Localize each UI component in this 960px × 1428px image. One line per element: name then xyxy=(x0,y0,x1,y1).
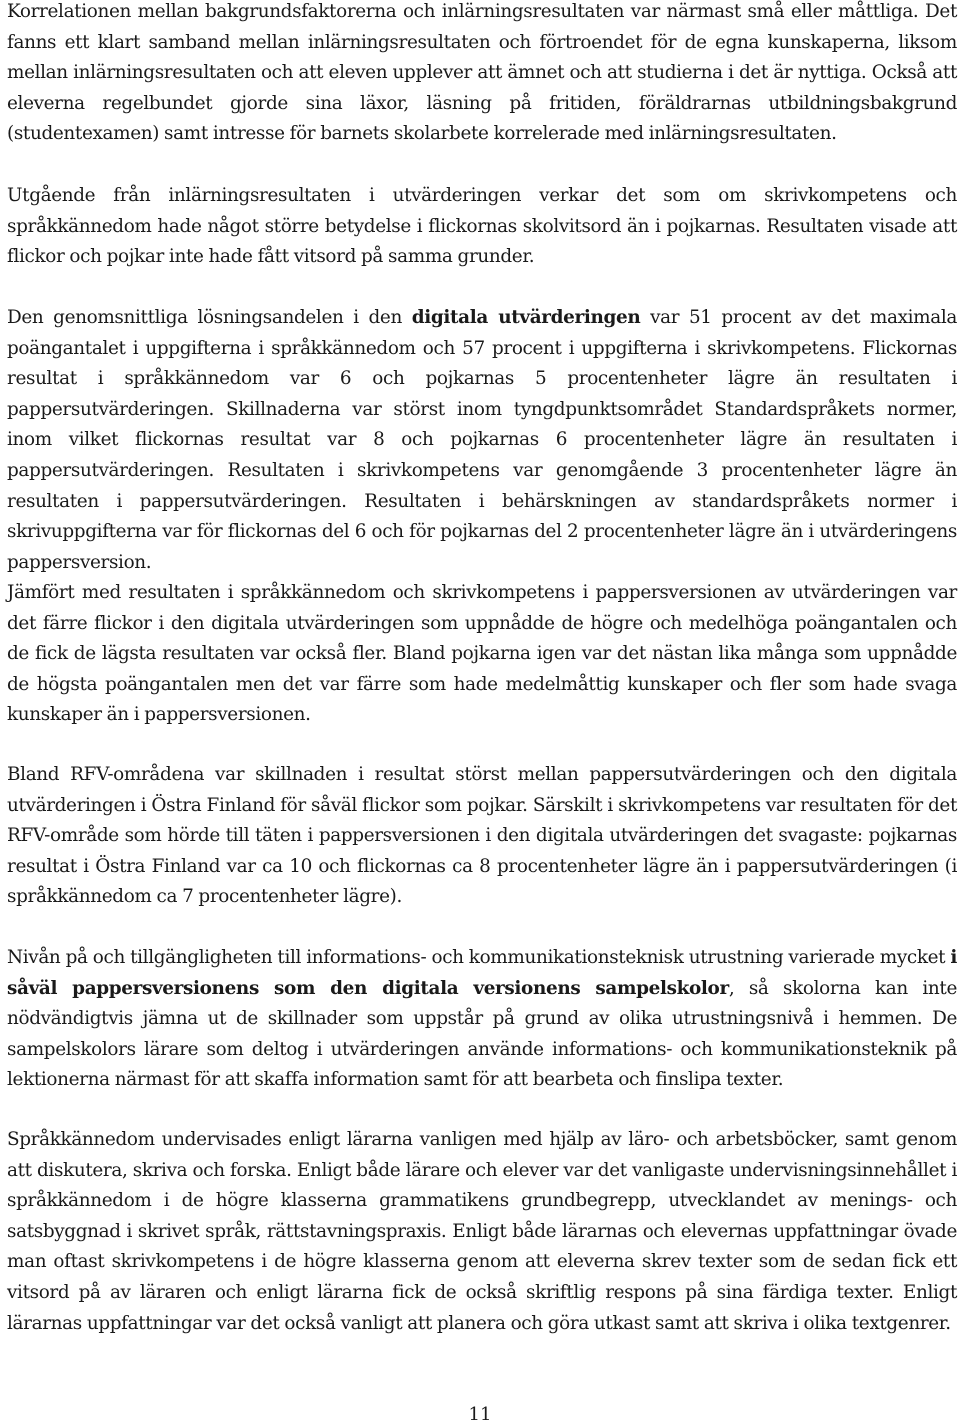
paragraph-correlation: Korrelationen mellan bakgrundsfaktorerna och inlärningsresultaten var närmast små eller måttliga. Det fanns ett klart samband mellan inlärningsresultaten och förtroendet för de egna kunskaperna, liksom mellan inlärningsresultaten och att eleven upplever att ämnet och att studierna i det är nyttiga. Också att eleverna regelbundet gjorde sina läxor, läsning på fritiden, föräldrarnas utbildningsbakgrund (studentexamen) samt intresse för barnets skolarbete korrelerade med inlärningsresultaten. xyxy=(7,1,957,145)
paragraph-text: Nivån på och tillgängligheten till informations- och kommunikationsteknisk utrustning varierade mycket xyxy=(7,947,951,968)
paragraph-teaching-methods: Språkkännedom undervisades enligt lärarna vanligen med hjälp av läro- och arbetsböcker, samt genom att diskutera, skriva och forska. Enligt både lärare och elever var det vanligaste undervisningsinnehållet i språkkännedom i de högre klasserna grammatikens grundbegrepp, utvecklandet av menings- och satsbyggnad i skrivet språk, rättstavningspraxis. Enligt både lärarnas och elevernas uppfattningar övade man oftast skrivkompetens i de högre klasserna genom att eleverna skrev texter som de sedan fick ett vitsord på av läraren och enligt lärarna fick de också skriftlig respons på sina färdiga texter. Enligt lärarnas uppfattningar var det också vanligt att planera och göra utkast samt att skriva i olika textgenrer. xyxy=(7,1129,957,1334)
paragraph-text: , så skolorna kan inte nödvändigtvis jämna ut de skillnader som uppstår på grund av olika utrustningsnivå i hemmen. De sampelskolors lärare som deltog i utvärderingen använde informations- och kommunikationsteknik på lektionerna närmast för att skaffa information samt för att bearbeta och finslipa texter. xyxy=(7,977,957,1091)
bold-emphasis: digitala utvärderingen xyxy=(411,307,641,328)
paragraph-grading-differences: Utgående från inlärningsresultaten i utvärderingen verkar det som om skrivkompetens och språkkännedom hade något större betydelse i flickornas skolvitsord än i pojkarnas. Resultaten visade att flickor och pojkar inte hade fått vitsord på samma grunder. xyxy=(7,185,957,268)
paragraph-text: Den genomsnittliga lösningsandelen i den xyxy=(7,307,412,328)
paragraph-ict-equipment xyxy=(7,943,957,1096)
paragraph-paper-comparison: Jämfört med resultaten i språkkännedom och skrivkompetens i pappersversionen av utvärderingen var det färre flickor i den digitala utvärderingen som uppnådde de högre och medelhöga poängantalen och de fick de lägsta resultaten var också fler. Bland pojkarna igen var det nästan lika många som uppnådde de högsta poängantalen men det var färre som hade medelmåttig kunskaper och fler som hade svaga kunskaper än i pappersversionen. xyxy=(7,582,957,726)
paragraph-text: var 51 procent av det maximala poängantalet i uppgifterna i språkkännedom och 57 procent i uppgifterna i skrivkompetens. Flickornas resultat i språkkännedom var 6 och pojkarnas 5 procentenheter lägre än resultaten i pappersutvärderingen. Skillnaderna var störst inom tyngdpunktsområdet Standardspråkets normer, inom vilket flickornas resultat var 8 och pojkarnas 6 procentenheter lägre än resultaten i pappersutvärderingen. Resultaten i skrivkompetens var genomgående 3 procentenheter lägre än resultaten i pappersutvärderingen. Resultaten i behärskningen av standardspråkets normer i skrivuppgifterna var för flickornas del 6 och för pojkarnas del 2 procentenheter lägre än i utvärderingens pappersversion. xyxy=(7,307,957,573)
paragraph-digital-evaluation xyxy=(7,303,957,578)
page-number: 11 xyxy=(468,1404,492,1425)
bold-emphasis: i såväl pappersversionens som den digitala versionens sampelskolor xyxy=(7,947,957,999)
paragraph-rfv-regions: Bland RFV-områdena var skillnaden i resultat störst mellan pappersutvärderingen och den digitala utvärderingen i Östra Finland för såväl flickor som pojkar. Särskilt i skrivkompetens var resultaten för det RFV-område som hörde till täten i pappersversionen i den digitala utvärderingen det svagaste: pojkarnas resultat i Östra Finland var ca 10 och flickornas ca 8 procentenheter lägre än i pappersutvärderingen (i språkkännedom ca 7 procentenheter lägre). xyxy=(7,764,957,908)
